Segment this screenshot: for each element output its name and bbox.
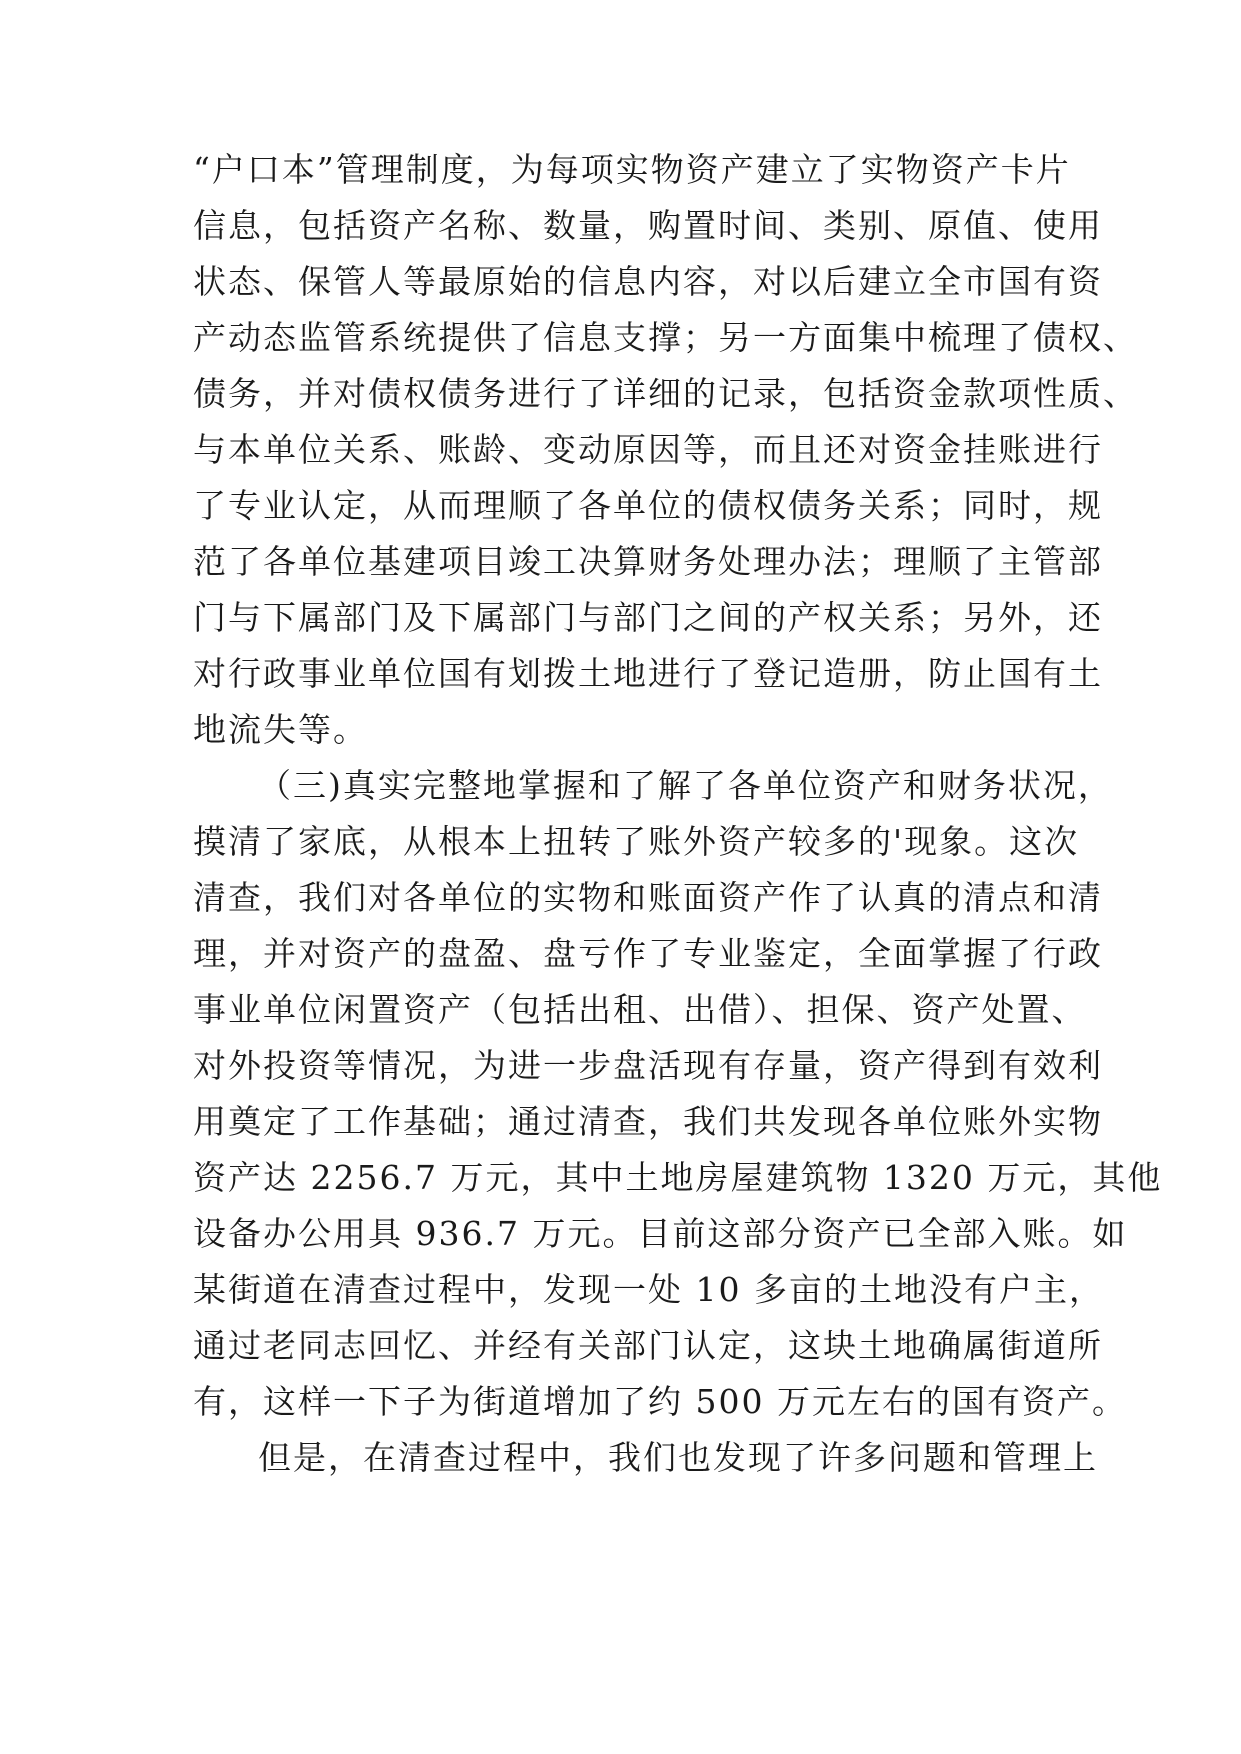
text-line: 范了各单位基建项目竣工决算财务处理办法；理顺了主管部 <box>193 542 1103 581</box>
text-line: 资产达 2256.7 万元，其中土地房屋建筑物 1320 万元，其他 <box>193 1158 1163 1197</box>
text-line: 有，这样一下子为街道增加了约 500 万元左右的国有资产。 <box>193 1382 1127 1421</box>
text-line: 产动态监管系统提供了信息支撑；另一方面集中梳理了债权、 <box>193 318 1138 357</box>
text-line: 了专业认定，从而理顺了各单位的债权债务关系；同时，规 <box>193 486 1103 525</box>
text-line: 与本单位关系、账龄、变动原因等，而且还对资金挂账进行 <box>193 430 1103 469</box>
text-line: “户口本”管理制度，为每项实物资产建立了实物资产卡片 <box>193 150 1071 189</box>
text-line: 事业单位闲置资产（包括出租、出借）、担保、资产处置、 <box>193 990 1087 1029</box>
text-line: 理，并对资产的盘盈、盘亏作了专业鉴定，全面掌握了行政 <box>193 934 1103 973</box>
text-line: 对行政事业单位国有划拨土地进行了登记造册，防止国有土 <box>193 654 1103 693</box>
text-line: 状态、保管人等最原始的信息内容，对以后建立全市国有资 <box>193 262 1103 301</box>
paragraph-start-line: 但是，在清查过程中，我们也发现了许多问题和管理上 <box>258 1438 1098 1477</box>
section-heading-line: （三)真实完整地掌握和了解了各单位资产和财务状况， <box>258 766 1113 805</box>
text-line: 地流失等。 <box>193 710 368 749</box>
text-line: 通过老同志回忆、并经有关部门认定，这块土地确属街道所 <box>193 1326 1103 1365</box>
text-line: 清查，我们对各单位的实物和账面资产作了认真的清点和清 <box>193 878 1103 917</box>
text-line: 门与下属部门及下属部门与部门之间的产权关系；另外，还 <box>193 598 1103 637</box>
text-line: 对外投资等情况，为进一步盘活现有存量，资产得到有效利 <box>193 1046 1103 1085</box>
text-line: 用奠定了工作基础；通过清查，我们共发现各单位账外实物 <box>193 1102 1103 1141</box>
text-line: 信息，包括资产名称、数量，购置时间、类别、原值、使用 <box>193 206 1103 245</box>
text-line: 摸清了家底，从根本上扭转了账外资产较多的'现象。这次 <box>193 822 1080 861</box>
text-line: 某街道在清查过程中，发现一处 10 多亩的土地没有户主， <box>193 1270 1104 1309</box>
text-line: 设备办公用具 936.7 万元。目前这部分资产已全部入账。如 <box>193 1214 1128 1253</box>
text-line: 债务，并对债权债务进行了详细的记录，包括资金款项性质、 <box>193 374 1138 413</box>
